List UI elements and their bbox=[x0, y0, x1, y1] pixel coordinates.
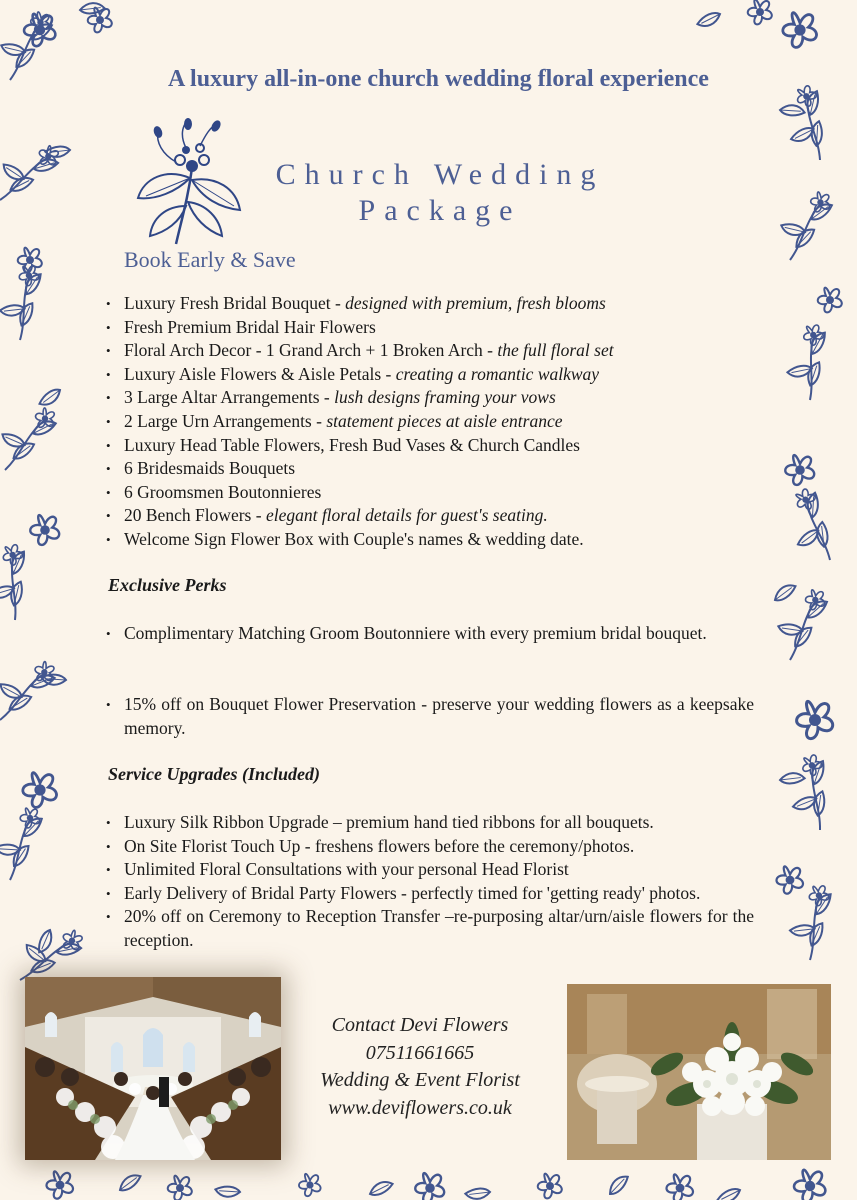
contact-role: Wedding & Event Florist bbox=[320, 1069, 520, 1091]
perks-list-2 bbox=[106, 693, 754, 740]
page-title bbox=[240, 157, 640, 229]
bottom-vine bbox=[47, 1170, 826, 1200]
list-item: • Luxury Silk Ribbon Upgrade – premium hand tied ribbons for all bouquets. bbox=[106, 811, 754, 835]
perks-list bbox=[106, 622, 754, 646]
list-item: • 3 Large Altar Arrangements - lush designs framing your vows bbox=[106, 386, 754, 410]
list-item: • 20 Bench Flowers - elegant floral details for guest's seating. bbox=[106, 504, 754, 528]
title-line-2: Package bbox=[358, 194, 522, 227]
upgrades-list bbox=[106, 811, 754, 953]
list-item: • Luxury Aisle Flowers & Aisle Petals - creating a romantic walkway bbox=[106, 363, 754, 387]
contact-website-link[interactable]: www.deviflowers.co.uk bbox=[328, 1096, 512, 1119]
flower-sprig-logo-icon bbox=[136, 118, 242, 246]
top-vine bbox=[80, 0, 772, 32]
service-upgrades-heading: Service Upgrades (Included) bbox=[108, 764, 320, 784]
list-item: • Unlimited Floral Consultations with your personal Head Florist bbox=[106, 858, 754, 882]
left-vine bbox=[0, 6, 91, 1000]
list-item: • Floral Arch Decor - 1 Grand Arch + 1 Broken Arch - the full floral set bbox=[106, 339, 754, 363]
contact-heading: Contact Devi Flowers bbox=[331, 1014, 509, 1036]
list-item: • 15% off on Bouquet Flower Preservation - preserve your wedding flowers as a keepsake memory. bbox=[106, 693, 754, 740]
list-item: • Luxury Head Table Flowers, Fresh Bud Vases & Church Candles bbox=[106, 434, 754, 458]
tagline: A luxury all-in-one church wedding floral experience bbox=[168, 66, 709, 92]
contact-phone[interactable]: 07511661665 bbox=[365, 1041, 475, 1064]
list-item: • 20% off on Ceremony to Reception Transfer –re-purposing altar/urn/aisle flowers for the reception. bbox=[106, 905, 754, 952]
exclusive-perks-heading: Exclusive Perks bbox=[108, 575, 227, 595]
list-item: • On Site Florist Touch Up - freshens flowers before the ceremony/photos. bbox=[106, 835, 754, 859]
title-line-1: Church Wedding bbox=[275, 158, 605, 191]
list-item: • 6 Bridesmaids Bouquets bbox=[106, 457, 754, 481]
right-vine bbox=[770, 13, 857, 963]
list-item: • Luxury Fresh Bridal Bouquet - designed with premium, fresh blooms bbox=[106, 292, 754, 316]
list-item: • Fresh Premium Bridal Hair Flowers bbox=[106, 316, 754, 340]
list-item: • Complimentary Matching Groom Boutonniere with every premium bridal bouquet. bbox=[106, 622, 754, 646]
altar-flowers-photo bbox=[567, 984, 831, 1160]
list-item: • Welcome Sign Flower Box with Couple's names & wedding date. bbox=[106, 528, 754, 552]
list-item: • 2 Large Urn Arrangements - statement pieces at aisle entrance bbox=[106, 410, 754, 434]
book-early-subheading: Book Early & Save bbox=[124, 247, 296, 272]
church-aisle-photo bbox=[25, 977, 281, 1160]
package-items-list bbox=[106, 292, 754, 552]
contact-block bbox=[290, 1012, 550, 1122]
list-item: • Early Delivery of Bridal Party Flowers - perfectly timed for 'getting ready' photos. bbox=[106, 882, 754, 906]
list-item: • 6 Groomsmen Boutonnieres bbox=[106, 481, 754, 505]
